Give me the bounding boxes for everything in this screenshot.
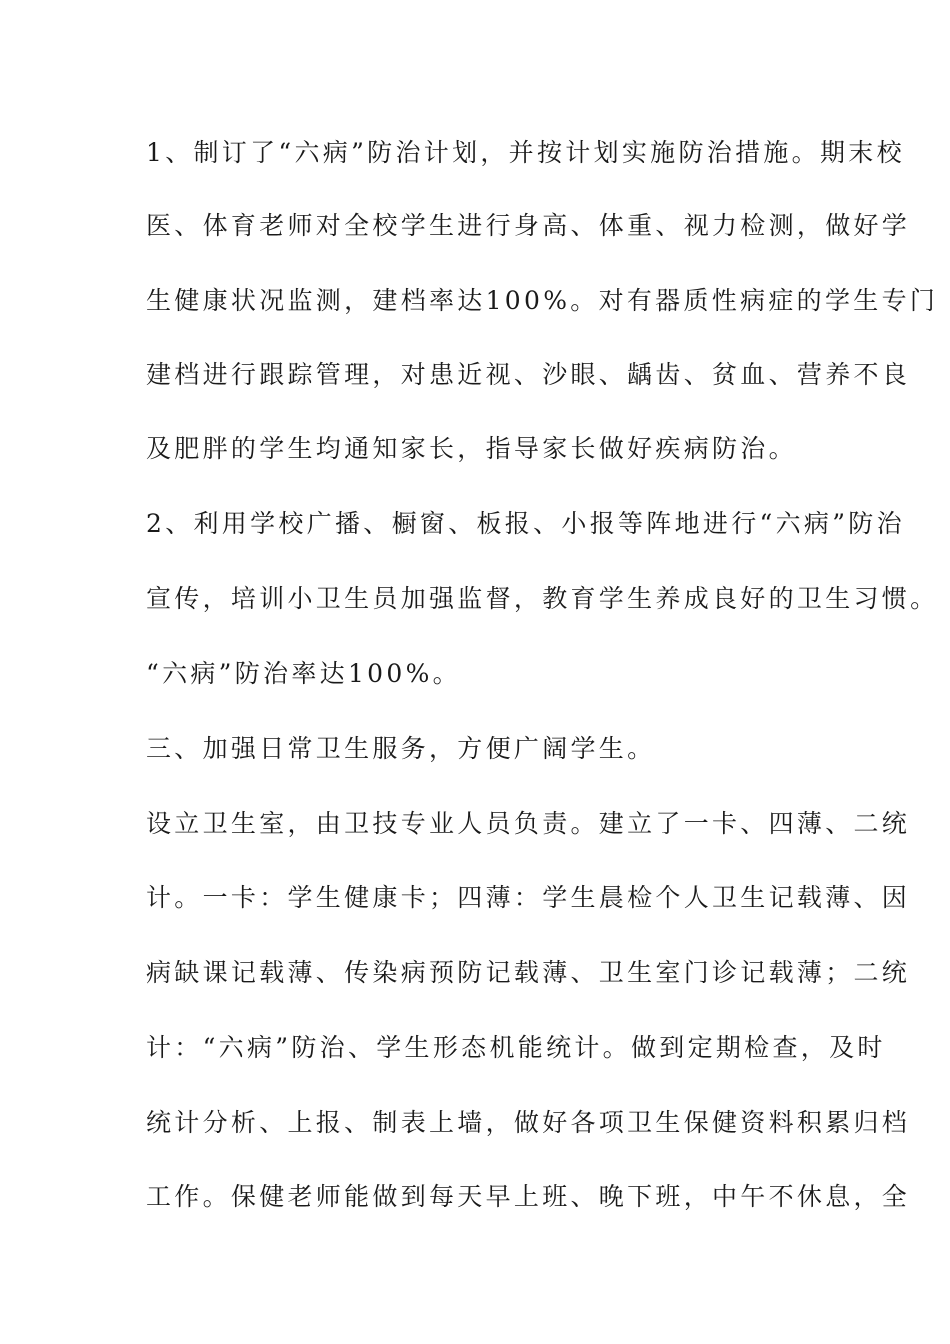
text-line: 宣传，培训小卫生员加强监督，教育学生养成良好的卫生习惯。 — [146, 584, 939, 613]
text-line: 2、利用学校广播、橱窗、板报、小报等阵地进行“六病”防治 — [146, 509, 905, 538]
text-line: 1、制订了“六病”防治计划，并按计划实施防治措施。期末校 — [146, 138, 905, 167]
text-line: 医、体育老师对全校学生进行身高、体重、视力检测，做好学 — [146, 211, 911, 240]
text-line: 计。一卡：学生健康卡；四薄：学生晨检个人卫生记载薄、因 — [146, 883, 911, 912]
text-line: 建档进行跟踪管理，对患近视、沙眼、龋齿、贫血、营养不良 — [146, 360, 911, 389]
section-heading: 三、加强日常卫生服务，方便广阔学生。 — [146, 734, 656, 763]
text-line: 工作。保健老师能做到每天早上班、晚下班，中午不休息，全 — [146, 1182, 911, 1211]
text-line: “六病”防治率达100%。 — [146, 659, 461, 688]
text-line: 设立卫生室，由卫技专业人员负责。建立了一卡、四薄、二统 — [146, 809, 911, 838]
text-line: 计：“六病”防治、学生形态机能统计。做到定期检查，及时 — [146, 1033, 886, 1062]
text-line: 统计分析、上报、制表上墙，做好各项卫生保健资料积累归档 — [146, 1108, 911, 1137]
text-line: 病缺课记载薄、传染病预防记载薄、卫生室门诊记载薄；二统 — [146, 958, 911, 987]
text-line: 及肥胖的学生均通知家长，指导家长做好疾病防治。 — [146, 434, 797, 463]
text-line: 生健康状况监测，建档率达100%。对有器质性病症的学生专门 — [146, 286, 939, 315]
